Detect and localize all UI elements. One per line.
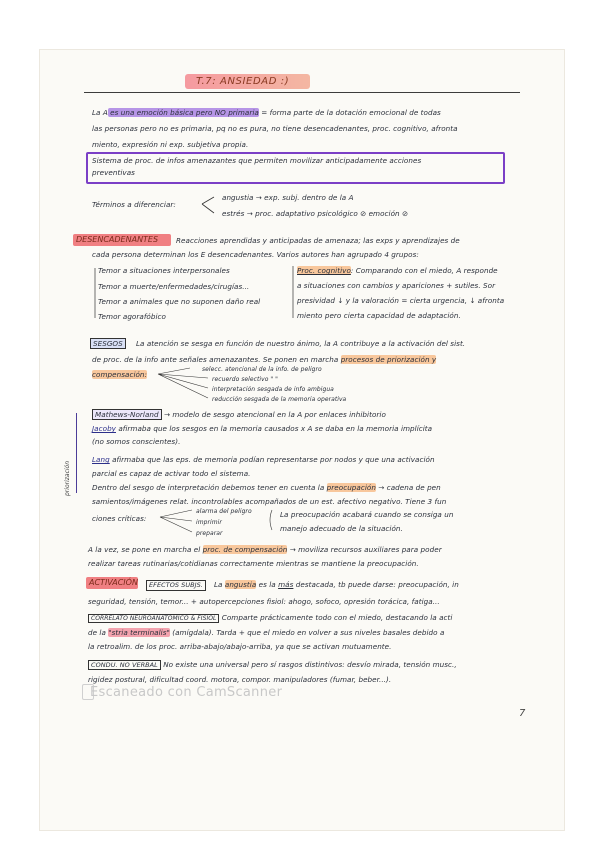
desencadenantes-heading: DESENCADENANTES: [76, 235, 159, 244]
conducta-text: No existe una universal pero sí rasgos distintivos: desvío mirada, tensión musc.,: [160, 660, 457, 669]
lang-text: afirmaba que las eps. de memoria podían representarse por nodos y que una activación: [109, 455, 435, 464]
funciones-label: ciones críticas:: [92, 514, 147, 523]
preocupacion-note-2: manejo adecuado de la situación.: [280, 524, 403, 533]
stria-highlight: "stria terminalis": [108, 628, 170, 637]
priorizacion-highlight: procesos de priorización y: [340, 355, 437, 364]
stria-text: (amígdala). Tarda + que el miedo en volver a sus niveles basales debido a: [169, 628, 445, 637]
activacion-subject: La: [214, 580, 223, 589]
compensacion-text: A la vez, se pone en marcha el: [88, 545, 201, 554]
correlato-text: Comparte prácticamente todo con el miedo, destacando la acti: [219, 613, 453, 622]
activacion-heading: ACTIVACIÓN: [89, 578, 138, 587]
angustia-highlight: angustia: [224, 580, 257, 589]
funcion-3: preparar: [196, 530, 223, 537]
proc-cognitivo-line-3: presividad ↓ y la valoración = cierta urgencia, ↓ afronta: [297, 296, 505, 305]
lang-label: Lang: [92, 455, 110, 464]
funciones-brace: [270, 510, 272, 530]
sesgos-line-2-text: de proc. de la info ante señales amenazantes. Se ponen en marcha: [92, 355, 339, 364]
efectos-subjs-label: EFECTOS SUBJS.: [146, 580, 206, 591]
fear-item-2: Temor a muerte/enfermedades/cirugías...: [98, 282, 250, 291]
fear-item-1: Temor a situaciones interpersonales: [98, 266, 230, 275]
proc-cognitivo-highlight: Proc. cognitivo: [297, 266, 351, 275]
jacoby-line-2: (no somos conscientes).: [92, 437, 181, 446]
scanner-watermark: Escaneado con CamScanner: [90, 685, 283, 700]
sesgos-heading: SESGOS: [90, 338, 126, 349]
activacion-line-2: seguridad, tensión, temor... + autopercepciones fisiol: ahogo, sofoco, opresión torácica, fatiga...: [88, 597, 440, 606]
intro-line-2: las personas pero no es primaria, pq no es pura, no tiene desencadenantes, proc. cognitivo, afronta: [92, 124, 458, 133]
fear-item-3: Temor a animales que no suponen daño real: [98, 297, 261, 306]
stria-pre: de la: [88, 628, 106, 637]
compensacion-proc-highlight: proc. de compensación: [202, 545, 288, 554]
funcion-1: alarma del peligro: [196, 508, 252, 515]
intro-line-3: miento, expresión ni exp. subjetiva propia.: [92, 140, 249, 149]
terminos-estres: estrés → proc. adaptativo psicológico ⊘ emoción ⊘: [222, 209, 409, 218]
terminos-bracket: [202, 197, 214, 213]
conducta-label: CONDU. NO VERBAL: [88, 660, 161, 670]
sesgos-sub-3: interpretación sesgada de info ambigua: [212, 386, 334, 393]
compensacion-highlight: compensación:: [92, 370, 148, 379]
preocupacion-highlight: preocupación: [326, 483, 376, 492]
jacoby-label: Jacoby: [92, 424, 116, 433]
definition-line-2: preventivas: [92, 168, 135, 177]
page-mark: 7: [519, 708, 526, 719]
interpretacion-text: Dentro del sesgo de interpretación debemos tener en cuenta la: [92, 483, 325, 492]
compensacion-definition: → moviliza recursos auxiliares para poder: [287, 545, 442, 554]
conducta-line-2: rigidez postural, dificultad coord. motora, compor. manipuladores (fumar, beber...).: [88, 675, 392, 684]
activacion-rest: destacada, tb puede darse: preocupación, in: [293, 580, 459, 589]
interpretacion-line-2: samientos/imágenes relat. incontrolables acompañados de un est. afectivo negativo. Tiene 3 fun: [92, 497, 447, 506]
intro-rest: = forma parte de la dotación emocional de todas: [258, 108, 441, 117]
funciones-bracket: [160, 510, 192, 532]
mathews-label: Mathews-Norland: [92, 409, 162, 420]
sesgos-sub-2: recuerdo selectivo " ": [212, 376, 278, 383]
sesgos-line-1: La atención se sesga en función de nuestro ánimo, la A contribuye a la activación del sist.: [136, 339, 466, 348]
lang-line-2: parcial es capaz de activar todo el sistema.: [92, 469, 251, 478]
activacion-connector: es la: [256, 580, 279, 589]
page-title: T.7: ANSIEDAD :): [196, 76, 290, 87]
preocupacion-note-1: La preocupación acabará cuando se consiga un: [280, 510, 454, 519]
definition-line-1: Sistema de proc. de infos amenazantes que permiten movilizar anticipadamente acciones: [92, 156, 422, 165]
preocupacion-definition: → cadena de pen: [375, 483, 441, 492]
intro-highlight: es una emoción básica pero NO primaria: [107, 108, 259, 117]
mathews-text: → modelo de sesgo atencional en la A por enlaces inhibitorio: [161, 410, 386, 419]
retroalim-line: la retroalim. de los proc. arriba-abajo/abajo-arriba, ya que se activan mutuamente.: [88, 642, 392, 651]
terminos-angustia: angustia → exp. subj. dentro de la A: [222, 193, 354, 202]
desencadenantes-line-2: cada persona determinan los E desencadenantes. Varios autores han agrupado 4 grupos:: [92, 250, 419, 259]
intro-subject: La A: [92, 108, 108, 117]
desencadenantes-line-1: Reacciones aprendidas y anticipadas de amenaza; las exps y aprendizajes de: [176, 236, 460, 245]
jacoby-text: afirmaba que los sesgos en la memoria causados x A se daba en la memoria implícita: [116, 424, 433, 433]
funcion-2: imprimir: [196, 519, 222, 526]
terminos-label: Términos a diferenciar:: [92, 200, 176, 209]
sesgos-sub-4: reducción sesgada de la memoria operativa: [212, 396, 347, 403]
proc-cognitivo-line-4: miento pero cierta capacidad de adaptación.: [297, 311, 461, 320]
correlato-label: CORRELATO NEUROANATÓMICO & FISIOL: [88, 614, 219, 623]
proc-cognitivo-line-2: a situaciones con cambios y apariciones + sutiles. Sor: [297, 281, 496, 290]
fear-item-4: Temor agorafóbico: [98, 312, 166, 321]
proc-cognitivo-text: : Comparando con el miedo, A responde: [350, 266, 498, 275]
compensacion-line-2: realizar tareas rutinarias/cotidianas correctamente mientras se mantiene la preocupación.: [88, 559, 419, 568]
sesgos-sub-1: selecc. atencional de la info. de peligro: [202, 366, 322, 373]
priorizacion-side-label: priorización: [64, 460, 71, 496]
sesgos-bracket: [158, 368, 208, 398]
activacion-emphasis: más: [278, 580, 294, 589]
